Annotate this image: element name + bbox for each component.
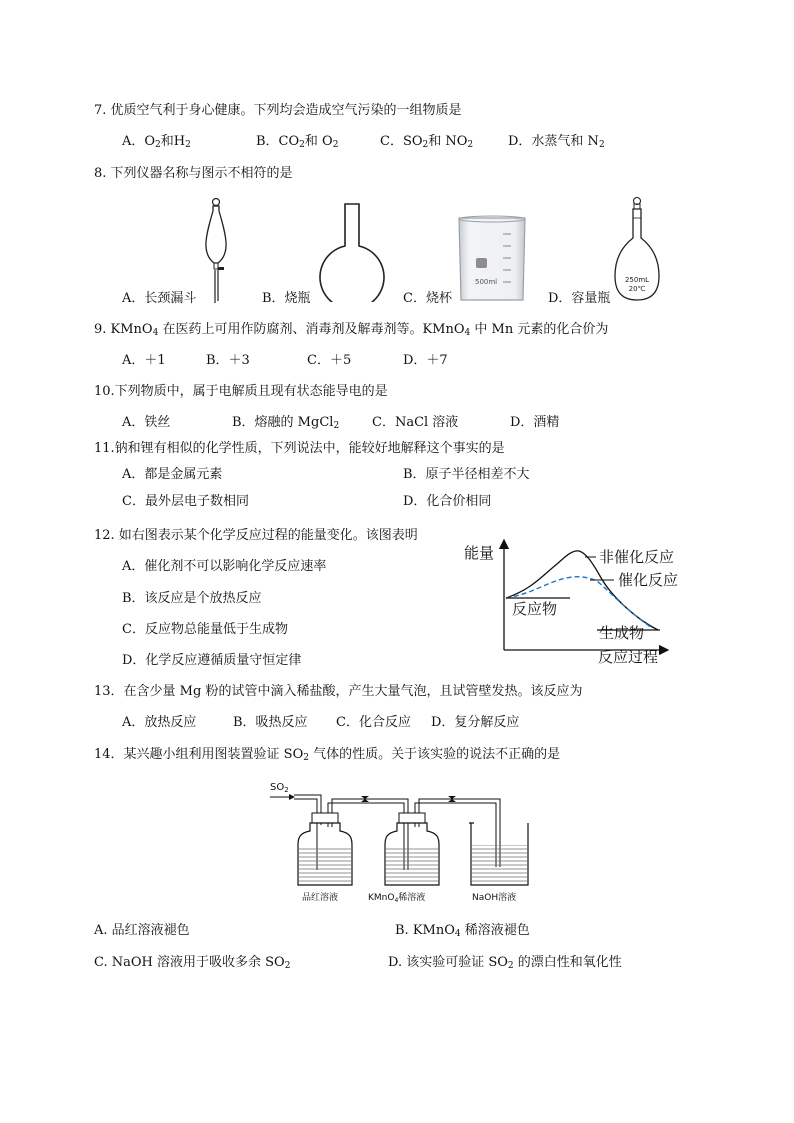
q10-option-b: B．熔融的 MgCl$_2$ — [232, 415, 340, 431]
q12-option-b: B．该反应是个放热反应 — [122, 591, 262, 606]
round-flask-figure — [315, 200, 390, 302]
q10-option-d: D．酒精 — [510, 415, 560, 430]
q9-option-a: A．＋1 — [122, 353, 166, 368]
q8-option-a: A．长颈漏斗 — [122, 291, 197, 306]
flask-volume-label: 250mL — [624, 276, 650, 284]
so2-inlet-label: $SO_2$ — [270, 782, 289, 794]
beaker-figure — [455, 214, 529, 304]
q12-option-d: D．化学反应遵循质量守恒定律 — [122, 653, 302, 668]
energy-x-label: 反应过程 — [598, 648, 659, 666]
product-label: 生成物 — [599, 624, 645, 642]
q8-option-d: D．容量瓶 — [548, 291, 611, 306]
q9-option-d: D．＋7 — [403, 353, 448, 368]
beaker-label: NaOH溶液 — [472, 893, 517, 903]
q11-option-a: A．都是金属元素 — [122, 467, 223, 482]
so2-apparatus-diagram — [266, 775, 532, 905]
question-14-stem: 14．某兴趣小组利用图装置验证 $SO_2$ 气体的性质。关于该实验的说法不正确的是 — [94, 747, 561, 763]
q13-option-b: B．吸热反应 — [233, 715, 308, 730]
q8-option-c: C．烧杯 — [403, 291, 452, 306]
q14-option-c: C. NaOH 溶液用于吸收多余 $SO_2$ — [94, 955, 291, 971]
q8-option-b: B．烧瓶 — [262, 291, 311, 306]
q11-option-d: D．化合价相同 — [403, 494, 492, 509]
question-10-stem: 10.下列物质中，属于电解质且现有状态能导电的是 — [94, 384, 388, 399]
q13-option-d: D．复分解反应 — [431, 715, 520, 730]
q13-option-c: C．化合反应 — [336, 715, 411, 730]
q11-option-b: B．原子半径相差不大 — [403, 467, 530, 482]
q7-option-d: D．水蒸气和 $N_2$ — [508, 134, 605, 150]
q14-option-a: A. 品红溶液褪色 — [94, 923, 190, 938]
bottle1-label: 品红溶液 — [302, 893, 339, 903]
q9-option-b: B．＋3 — [206, 353, 250, 368]
reactant-label: 反应物 — [512, 600, 558, 618]
q14-option-d: D. 该实验可验证 $SO_2$ 的漂白性和氧化性 — [388, 955, 622, 971]
q12-option-a: A．催化剂不可以影响化学反应速率 — [122, 559, 327, 574]
q10-option-c: C．NaCl 溶液 — [372, 415, 459, 430]
beaker-volume-label: 500ml — [475, 278, 498, 286]
q12-option-c: C．反应物总能量低于生成物 — [122, 622, 288, 637]
q7-option-c: C．$SO_2$和 $NO_2$ — [380, 134, 474, 150]
flask-temp-label: 20℃ — [628, 285, 646, 293]
question-13-stem: 13．在含少量 Mg 粉的试管中滴入稀盐酸，产生大量气泡，且试管壁发热。该反应为 — [94, 684, 583, 699]
catalyzed-label: 催化反应 — [618, 571, 679, 589]
q7-option-a: A．$O_2$和$H_2$ — [122, 134, 191, 150]
question-8-stem: 8. 下列仪器名称与图示不相符的是 — [94, 166, 293, 181]
energy-y-label: 能量 — [464, 544, 495, 562]
volumetric-flask-figure — [612, 196, 662, 304]
q10-option-a: A．铁丝 — [122, 415, 171, 430]
separatory-funnel-figure — [200, 195, 240, 305]
uncatalyzed-label: 非催化反应 — [599, 548, 675, 566]
question-11-stem: 11.钠和锂有相似的化学性质，下列说法中，能较好地解释这个事实的是 — [94, 441, 505, 456]
q9-option-c: C．＋5 — [307, 353, 352, 368]
question-12-stem: 12. 如右图表示某个化学反应过程的能量变化。该图表明 — [94, 528, 418, 543]
q7-option-b: B．$CO_2$和 $O_2$ — [256, 134, 339, 150]
q14-option-b: B. KMnO$_4$ 稀溶液褪色 — [395, 923, 530, 939]
q11-option-c: C．最外层电子数相同 — [122, 494, 249, 509]
question-9-stem: 9. KMnO$_4$ 在医药上可用作防腐剂、消毒剂及解毒剂等。KMnO$_4$ 中 Mn 元素的化合价为 — [94, 322, 609, 338]
q13-option-a: A．放热反应 — [122, 715, 197, 730]
energy-diagram — [462, 534, 702, 670]
bottle2-label: KMnO$_4$稀溶液 — [368, 893, 426, 904]
question-7-stem: 7. 优质空气利于身心健康。下列均会造成空气污染的一组物质是 — [94, 103, 462, 118]
